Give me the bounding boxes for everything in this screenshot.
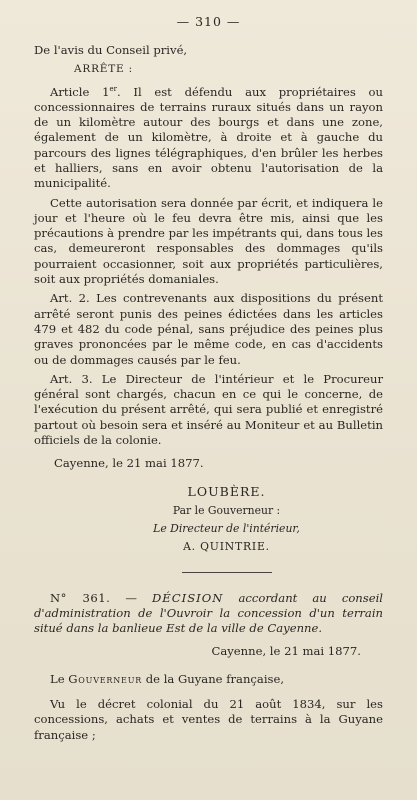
signature-by: Par le Gouverneur : — [172, 503, 281, 517]
vu-line: Vu le décret colonial du 21 août 1834, sur les concessions, achats et ventes de terrains à la Guyane française ; — [34, 697, 383, 742]
date-line: Cayenne, le 21 mai 1877. — [54, 456, 204, 471]
decision-number: N° 361. — [50, 590, 111, 605]
article-3: Art. 3. Le Directeur de l'intérieur et le Procureur général sont chargés, chacun en ce qui le concerne, de l'exécution du présent arrêté, qui sera publié et enregistré partout où besoin sera et inséré au Moniteur et au Bulletin officiels de la colonie. — [34, 371, 383, 447]
governor-prefix: Le — [50, 671, 69, 686]
article-1 — [34, 82, 383, 192]
article-1-text: . Il est défendu aux propriétaires ou concessionnaires de terrains ruraux situés dans un rayon de un kilomètre autour des bourgs et dans une zone, également de un kilomètre, à droite et à gauche du parcours des lignes télégraphiques, d'en brûler les herbes et halliers, sans en avoir obtenu l'autorisation de la municipalité. — [34, 84, 383, 191]
decision-word: DÉCISION — [152, 590, 224, 605]
article-1-para-2: Cette autorisation sera donnée par écrit, et indiquera le jour et l'heure où le feu devra être mis, ainsi que les précautions à prendre par les impétrants qui, dans tous les cas, demeureront responsables des dommages qu'ils pourraient occasionner, soit aux propriétés particulières, soit aux propriétés domaniales. — [34, 195, 383, 287]
governor-line — [34, 672, 383, 687]
signature-name: LOUBÈRE. — [187, 483, 266, 499]
arrete-heading — [34, 62, 383, 77]
signature-title: Le Directeur de l'intérieur, — [153, 521, 300, 535]
article-1-prefix: Article 1 — [50, 84, 110, 99]
section-divider — [182, 572, 272, 573]
governor-rest: de la Guyane française, — [142, 671, 285, 686]
article-2: Art. 2. Les contrevenants aux dispositions du présent arrêté seront punis des peines édictées dans les articles 479 et 482 du code pénal, sans préjudice des peines plus graves prononcées par le même code, en cas d'accidents ou de dommages causés par le feu. — [34, 291, 383, 367]
page-number: — 310 — — [176, 14, 241, 29]
decision-heading — [34, 591, 383, 637]
signature-official: A. QUINTRIE. — [183, 539, 270, 553]
decision-dash: — — [110, 590, 153, 605]
decision-text: accordant au conseil d'administration de l'Ouvroir la concession d'un terrain situé dans la banlieue Est de la ville de Cayenne. — [34, 590, 383, 636]
intro-line: De l'avis du Conseil privé, — [34, 43, 188, 57]
arrete-heading-text: ARRÊTE : — [74, 63, 134, 76]
decision-date: Cayenne, le 21 mai 1877. — [211, 644, 361, 659]
governor-word: Gouverneur — [68, 671, 143, 686]
article-1-sup: er — [109, 84, 117, 93]
